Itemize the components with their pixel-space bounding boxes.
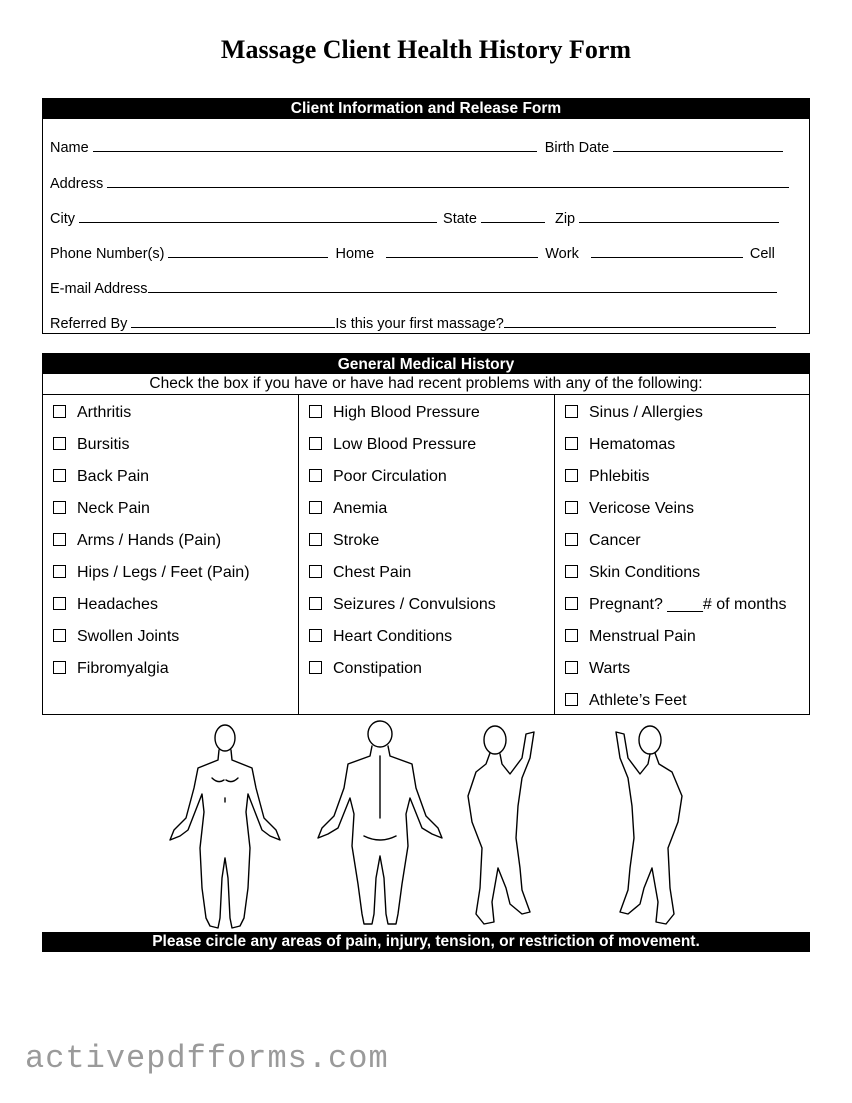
birth-date-label: Birth Date (544, 140, 610, 156)
condition-checkbox[interactable] (309, 437, 322, 450)
condition-checkbox[interactable] (309, 501, 322, 514)
condition-item (309, 628, 452, 646)
medical-history-instruction: Check the box if you have or have had recent problems with any of the following: (43, 374, 809, 395)
home-phone-input[interactable] (168, 244, 328, 258)
condition-label: Phlebitis (589, 468, 650, 485)
condition-item (565, 404, 703, 422)
condition-checkbox[interactable] (565, 533, 578, 546)
condition-label: High Blood Pressure (333, 404, 480, 421)
condition-label: Chest Pain (333, 564, 412, 581)
address-row (50, 174, 789, 192)
work-label: Work (545, 246, 579, 262)
name-input[interactable] (93, 138, 537, 152)
condition-item (309, 564, 411, 582)
body-side-right-figure (616, 726, 682, 924)
condition-checkbox[interactable] (309, 565, 322, 578)
condition-checkbox[interactable] (309, 661, 322, 674)
condition-checkbox[interactable] (309, 533, 322, 546)
email-label: E-mail Address (50, 281, 148, 297)
condition-item (53, 436, 129, 454)
condition-label: Heart Conditions (333, 628, 453, 645)
zip-input[interactable] (579, 209, 779, 223)
condition-label: Pregnant? ____# of months (589, 596, 787, 613)
condition-item (565, 468, 649, 486)
cell-phone-input[interactable] (591, 244, 743, 258)
city-input[interactable] (79, 209, 437, 223)
condition-item (565, 660, 630, 678)
condition-item (565, 628, 696, 646)
condition-label: Warts (589, 660, 631, 677)
medical-history-header: General Medical History (43, 354, 809, 374)
condition-label: Hips / Legs / Feet (Pain) (77, 564, 250, 581)
condition-item (565, 564, 700, 582)
phone-label: Phone Number(s) (50, 246, 165, 262)
condition-checkbox[interactable] (53, 597, 66, 610)
condition-checkbox[interactable] (565, 597, 578, 610)
condition-item (309, 468, 447, 486)
condition-checkbox[interactable] (53, 565, 66, 578)
condition-item (309, 532, 379, 550)
condition-label: Back Pain (77, 468, 150, 485)
condition-item (53, 596, 158, 614)
client-info-header: Client Information and Release Form (43, 99, 809, 119)
condition-checkbox[interactable] (565, 629, 578, 642)
condition-checkbox[interactable] (565, 469, 578, 482)
condition-item (53, 468, 149, 486)
condition-checkbox[interactable] (53, 405, 66, 418)
phone-row (50, 244, 775, 262)
condition-label: Vericose Veins (589, 500, 694, 517)
cell-label: Cell (749, 246, 775, 262)
condition-label: Fibromyalgia (77, 660, 169, 677)
condition-item (53, 404, 131, 422)
condition-item (53, 564, 250, 582)
condition-label: Bursitis (77, 436, 130, 453)
condition-item (53, 532, 221, 550)
zip-label: Zip (554, 211, 576, 227)
condition-item (309, 596, 496, 614)
body-chart-instruction: Please circle any areas of pain, injury, tension, or restriction of movement. (42, 932, 810, 952)
condition-checkbox[interactable] (565, 501, 578, 514)
first-massage-label: Is this your first massage? (335, 316, 504, 332)
condition-checkbox[interactable] (53, 469, 66, 482)
condition-checkbox[interactable] (53, 661, 66, 674)
medical-column-2 (298, 394, 555, 714)
state-input[interactable] (481, 209, 545, 223)
email-input[interactable] (148, 279, 777, 293)
city-row (50, 209, 779, 227)
condition-checkbox[interactable] (565, 661, 578, 674)
condition-checkbox[interactable] (53, 501, 66, 514)
condition-item (309, 436, 476, 454)
condition-label: Low Blood Pressure (333, 436, 477, 453)
condition-label: Arms / Hands (Pain) (77, 532, 222, 549)
city-label: City (50, 211, 75, 227)
condition-item (309, 500, 387, 518)
condition-item (565, 436, 675, 454)
condition-label: Neck Pain (77, 500, 150, 517)
condition-checkbox[interactable] (53, 533, 66, 546)
condition-item (53, 660, 169, 678)
address-input[interactable] (107, 174, 789, 188)
condition-item (53, 628, 179, 646)
first-massage-input[interactable] (504, 314, 776, 328)
condition-item (309, 660, 422, 678)
condition-label: Headaches (77, 596, 158, 613)
condition-label: Seizures / Convulsions (333, 596, 496, 613)
medical-column-3 (554, 394, 810, 714)
condition-checkbox[interactable] (309, 405, 322, 418)
condition-label: Anemia (333, 500, 388, 517)
condition-item (309, 404, 480, 422)
form-title: Massage Client Health History Form (220, 35, 632, 64)
condition-checkbox[interactable] (53, 629, 66, 642)
condition-label: Cancer (589, 532, 641, 549)
name-label: Name (50, 140, 89, 156)
address-label: Address (50, 176, 104, 192)
condition-checkbox[interactable] (565, 565, 578, 578)
condition-label: Stroke (333, 532, 380, 549)
email-row (50, 279, 777, 297)
condition-label: Poor Circulation (333, 468, 447, 485)
condition-checkbox[interactable] (565, 693, 578, 706)
work-phone-input[interactable] (386, 244, 538, 258)
referred-by-label: Referred By (50, 316, 128, 332)
state-label: State (443, 211, 477, 227)
medical-history-section (42, 353, 810, 715)
condition-item (565, 500, 694, 518)
body-diagram[interactable] (150, 718, 710, 932)
condition-label: Constipation (333, 660, 422, 677)
condition-label: Menstrual Pain (589, 628, 696, 645)
condition-label: Skin Conditions (589, 564, 701, 581)
condition-checkbox[interactable] (309, 469, 322, 482)
condition-checkbox[interactable] (565, 437, 578, 450)
referred-by-input[interactable] (131, 314, 335, 328)
condition-checkbox[interactable] (565, 405, 578, 418)
body-front-figure (170, 725, 280, 928)
condition-item (565, 532, 641, 550)
condition-checkbox[interactable] (309, 597, 322, 610)
condition-label: Athlete’s Feet (589, 692, 687, 709)
condition-label: Sinus / Allergies (589, 404, 703, 421)
body-back-figure (318, 721, 442, 924)
home-label: Home (335, 246, 375, 262)
condition-item (565, 596, 786, 614)
medical-column-1 (43, 394, 299, 714)
condition-label: Hematomas (589, 436, 676, 453)
watermark: activepdfforms.com (25, 1040, 389, 1077)
birth-date-input[interactable] (613, 138, 783, 152)
condition-checkbox[interactable] (309, 629, 322, 642)
condition-label: Arthritis (77, 404, 132, 421)
body-side-left-figure (468, 726, 534, 924)
condition-label: Swollen Joints (77, 628, 180, 645)
condition-item (565, 692, 687, 710)
name-row (50, 138, 783, 156)
condition-item (53, 500, 150, 518)
condition-checkbox[interactable] (53, 437, 66, 450)
referred-row (50, 314, 776, 332)
